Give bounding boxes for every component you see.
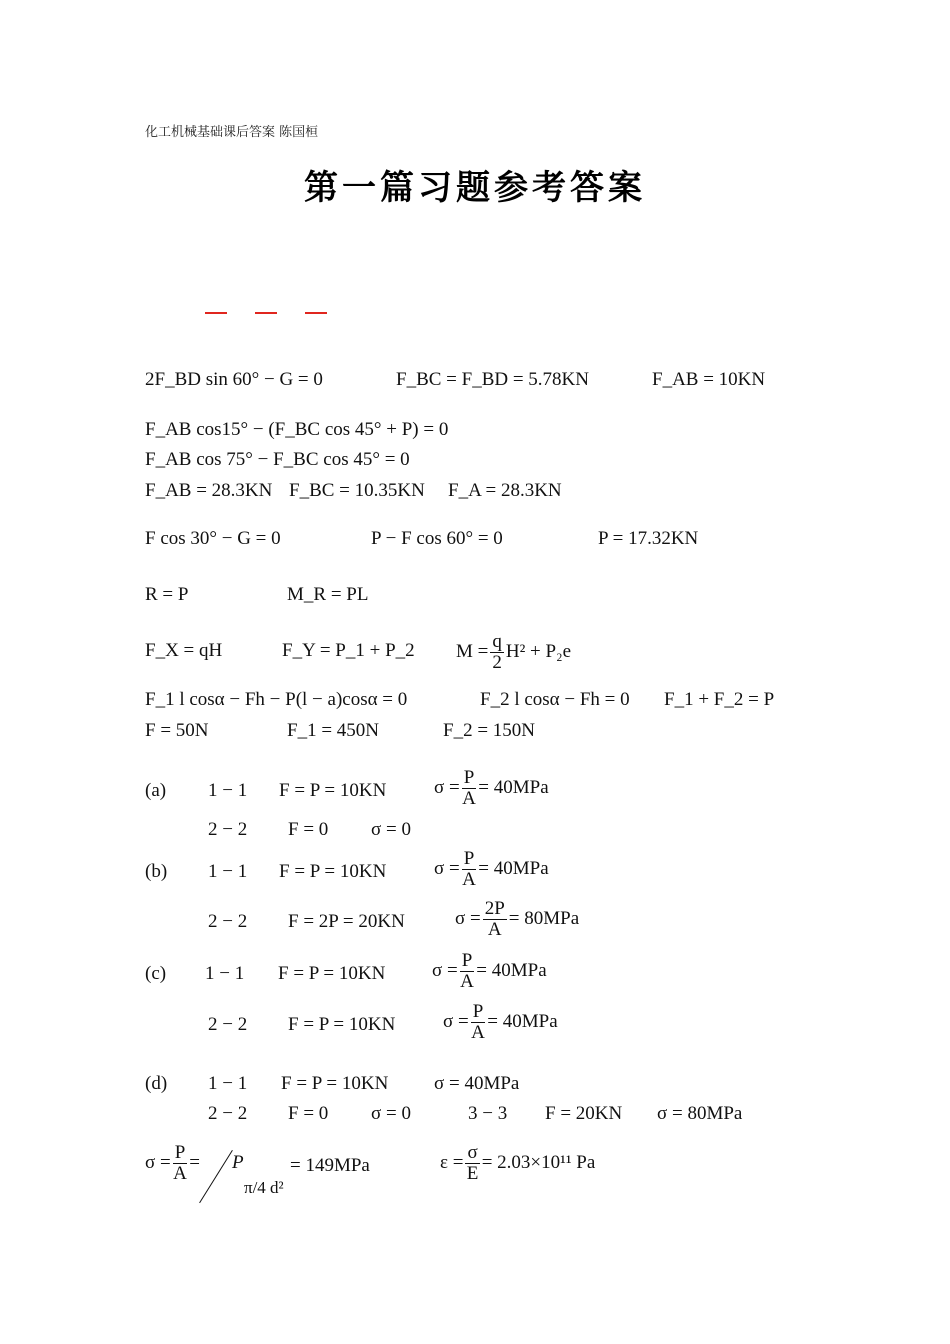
- fraction-numerator: P: [463, 848, 475, 869]
- fraction-denominator: 2: [492, 652, 502, 673]
- equation-line: (c): [145, 963, 167, 984]
- fraction: [460, 951, 475, 992]
- fraction: [462, 849, 477, 890]
- fraction-denominator: E: [466, 1163, 479, 1184]
- fraction: [490, 632, 504, 673]
- fraction-prefix: σ =: [145, 1151, 171, 1173]
- equation-line: F_1 = 450N: [287, 720, 380, 741]
- fraction-prefix: σ =: [434, 776, 460, 798]
- fraction-suffix: = 40MPa: [487, 1010, 558, 1032]
- fraction-numerator: 2P: [484, 898, 505, 919]
- fraction-suffix: = 40MPa: [478, 857, 549, 879]
- equation-line: F cos 30° − G = 0: [145, 528, 281, 549]
- fraction: [471, 1002, 486, 1043]
- equation-line: σ = 80MPa: [657, 1103, 743, 1124]
- fraction-suffix: = 40MPa: [478, 776, 549, 798]
- fraction-numerator: P: [463, 767, 475, 788]
- fraction-equation: [434, 849, 549, 890]
- equation-line: F_2 = 150N: [443, 720, 536, 741]
- equation-line: F = P = 10KN: [288, 1014, 396, 1035]
- equation-line: 2 − 2: [208, 911, 248, 932]
- fraction-denominator: A: [487, 919, 502, 940]
- fraction-equation: [443, 1002, 558, 1043]
- page-title: 第一篇习题参考答案: [304, 168, 646, 208]
- equation-line: 2 − 2: [208, 1103, 248, 1124]
- fraction-suffix: = 2.03×10¹¹ Pa: [481, 1151, 596, 1173]
- equation-line: R = P: [145, 584, 189, 605]
- equation-line: F = P = 10KN: [279, 780, 387, 801]
- equation-line: P − F cos 60° = 0: [371, 528, 503, 549]
- fraction: [483, 899, 507, 940]
- fraction-prefix: ε =: [440, 1151, 464, 1173]
- equation-line: 2 − 2: [208, 1014, 248, 1035]
- fraction-equation: [434, 768, 549, 809]
- equation-line: (d): [145, 1073, 168, 1094]
- fraction-suffix: =: [189, 1151, 201, 1173]
- equation-line: σ = 40MPa: [434, 1073, 520, 1094]
- equation-line: F_X = qH: [145, 640, 223, 661]
- equation-line: F_2 l cosα − Fh = 0: [480, 689, 630, 710]
- fraction-prefix: σ =: [443, 1010, 469, 1032]
- fraction-suffix: = 40MPa: [476, 959, 547, 981]
- fraction-equation: [455, 899, 579, 940]
- equation-line: F = 0: [288, 819, 329, 840]
- fraction-prefix: σ =: [432, 959, 458, 981]
- equation-line: F_Y = P_1 + P_2: [282, 640, 415, 661]
- fraction-slash: [199, 1150, 233, 1203]
- fraction: [465, 1143, 479, 1184]
- equation-line: F = 50N: [145, 720, 209, 741]
- equation-line: (a): [145, 780, 167, 801]
- stress-numerator: P: [232, 1152, 244, 1173]
- fraction-denominator: A: [462, 869, 476, 890]
- fraction-suffix: H² + P₂e: [505, 640, 572, 662]
- equation-line: F_1 + F_2 = P: [664, 689, 775, 710]
- fraction-numerator: P: [472, 1001, 484, 1022]
- fraction-numerator: P: [461, 950, 473, 971]
- equation-line: 3 − 3: [468, 1103, 508, 1124]
- equation-line: F = P = 10KN: [278, 963, 386, 984]
- equation-line: 1 − 1: [205, 963, 245, 984]
- equation-line: F = P = 10KN: [281, 1073, 389, 1094]
- fraction-equation: [145, 1143, 200, 1184]
- equation-line: F_1 l cosα − Fh − P(l − a)cosα = 0: [145, 689, 408, 710]
- equation-line: F = 0: [288, 1103, 329, 1124]
- fraction-equation: [456, 632, 571, 673]
- equation-line: F_AB = 28.3KN: [145, 480, 273, 501]
- equation-line: 2 − 2: [208, 819, 248, 840]
- fraction-denominator: A: [462, 788, 476, 809]
- equation-line: σ = 0: [371, 819, 411, 840]
- equation-line: (b): [145, 861, 168, 882]
- equation-line: 1 − 1: [208, 1073, 248, 1094]
- fraction: [462, 768, 477, 809]
- fraction-denominator: A: [173, 1163, 187, 1184]
- equation-line: F_AB = 10KN: [652, 369, 766, 390]
- equation-line: M_R = PL: [287, 584, 369, 605]
- fraction-numerator: q: [492, 631, 502, 652]
- fraction-numerator: P: [174, 1142, 186, 1163]
- equation-line: F = P = 10KN: [279, 861, 387, 882]
- fraction-suffix: = 80MPa: [508, 907, 580, 929]
- equation-line: F = 2P = 20KN: [288, 911, 405, 932]
- equation-line: 1 − 1: [208, 861, 248, 882]
- red-dash-3: [305, 312, 327, 314]
- equation-line: σ = 0: [371, 1103, 411, 1124]
- equation-line: F_AB cos15° − (F_BC cos 45° + P) = 0: [145, 419, 449, 440]
- equation-line: F_A = 28.3KN: [448, 480, 562, 501]
- stress-denominator: π/4 d²: [244, 1178, 284, 1197]
- equation-line: 1 − 1: [208, 780, 248, 801]
- equation-line: F_BC = 10.35KN: [289, 480, 425, 501]
- equation-line: F_AB cos 75° − F_BC cos 45° = 0: [145, 449, 410, 470]
- red-dash-1: [205, 312, 227, 314]
- equation-line: 2F_BD sin 60° − G = 0: [145, 369, 323, 390]
- fraction-equation: [440, 1143, 595, 1184]
- fraction-prefix: M =: [456, 640, 489, 662]
- fraction: [173, 1143, 188, 1184]
- equation-line: P = 17.32KN: [598, 528, 699, 549]
- fraction-denominator: A: [471, 1022, 485, 1043]
- document-header: 化工机械基础课后答案 陈国桓: [145, 125, 319, 140]
- fraction-equation: [432, 951, 547, 992]
- red-dash-2: [255, 312, 277, 314]
- stress-result: = 149MPa: [290, 1155, 370, 1176]
- fraction-prefix: σ =: [434, 857, 460, 879]
- fraction-denominator: A: [460, 971, 474, 992]
- equation-line: F = 20KN: [545, 1103, 623, 1124]
- fraction-numerator: σ: [467, 1142, 478, 1163]
- fraction-prefix: σ =: [455, 907, 481, 929]
- equation-line: F_BC = F_BD = 5.78KN: [396, 369, 589, 390]
